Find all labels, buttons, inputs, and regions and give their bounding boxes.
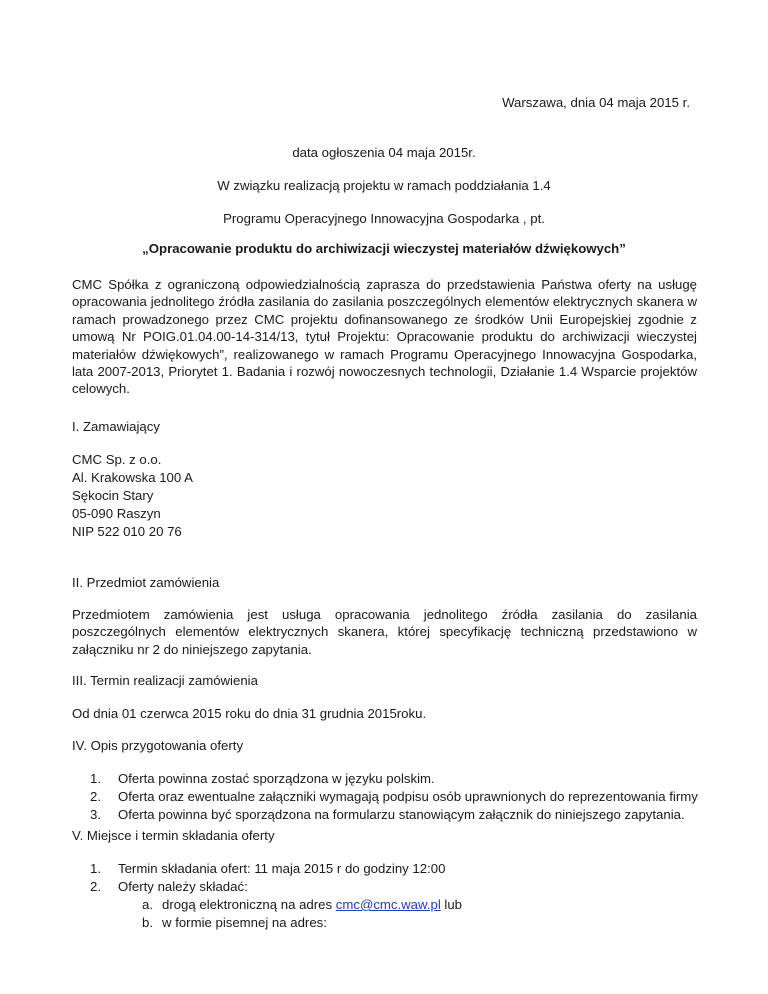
- address-line: NIP 522 010 20 76: [72, 524, 182, 539]
- list-item: 1. Oferta powinna zostać sporządzona w języku polskim.: [90, 771, 435, 786]
- list-item: 2. Oferty należy składać:: [90, 879, 248, 894]
- list-item: 1. Termin składania ofert: 11 maja 2015 r do godziny 12:00: [90, 861, 446, 876]
- project-title: „Opracowanie produktu do archiwizacji wieczystej materiałów dźwiękowych”: [142, 241, 626, 256]
- address-line: Al. Krakowska 100 A: [72, 470, 193, 485]
- email-link[interactable]: cmc@cmc.waw.pl: [335, 897, 441, 912]
- list-item: b. w formie pisemnej na adres:: [142, 915, 327, 930]
- list-item: a. drogą elektroniczną na adres cmc@cmc.waw.pl lub: [142, 897, 463, 912]
- submission-list: [72, 860, 732, 896]
- address-line: CMC Sp. z o.o.: [72, 452, 162, 467]
- date-line: Warszawa, dnia 04 maja 2015 r.: [502, 95, 690, 110]
- buyer-address: [72, 451, 193, 541]
- announcement-date: data ogłoszenia 04 maja 2015r.: [292, 145, 476, 160]
- section-3-heading: III. Termin realizacji zamówienia: [72, 673, 258, 688]
- offer-preparation-list: [72, 770, 732, 824]
- submission-methods: [118, 896, 462, 932]
- context-line-1: W związku realizacją projektu w ramach poddziałania 1.4: [217, 178, 551, 193]
- section-4-heading: IV. Opis przygotowania oferty: [72, 738, 244, 753]
- section-3-text: Od dnia 01 czerwca 2015 roku do dnia 31 grudnia 2015roku.: [72, 706, 427, 721]
- intro-paragraph: CMC Spółka z ograniczoną odpowiedzialnością zaprasza do przedstawienia Państwa oferty na usługę opracowania jednolitego źródła zasilania do zasilania poszczególnych elementów elektrycznych skanera w ramach prowadzonego przez CMC projektu dofinansowanego ze środków Unii Europejskiej zgodnie z umową Nr POIG.01.04.00-14-314/13, tytuł Projektu: Opracowanie produktu do archiwizacji wieczystej materiałów dźwiękowych”, realizowanego w ramach Programu Operacyjnego Innowacyjna Gospodarka, lata 2007-2013, Priorytet 1. Badania i rozwój nowoczesnych technologii, Działanie 1.4 Wsparcie projektów celowych.: [72, 277, 697, 397]
- context-line-2: Programu Operacyjnego Innowacyjna Gospodarka , pt.: [223, 211, 545, 226]
- list-item: 3. Oferta powinna być sporządzona na formularzu stanowiącym załącznik do niniejszego zapytania.: [90, 807, 685, 822]
- section-2-heading: II. Przedmiot zamówienia: [72, 575, 220, 590]
- section-1-heading: I. Zamawiający: [72, 419, 160, 434]
- section-5-heading: V. Miejsce i termin składania oferty: [72, 828, 275, 843]
- address-line: Sękocin Stary: [72, 488, 154, 503]
- list-item: 2. Oferta oraz ewentualne załączniki wymagają podpisu osób uprawnionych do reprezentowania firmy: [90, 789, 698, 804]
- address-line: 05-090 Raszyn: [72, 506, 161, 521]
- section-2-text: Przedmiotem zamówienia jest usługa opracowania jednolitego źródła zasilania do zasilania poszczególnych elementów elektrycznych skanera, której specyfikację techniczną przedstawiono w załączniku nr 2 do niniejszego zapytania.: [72, 607, 697, 657]
